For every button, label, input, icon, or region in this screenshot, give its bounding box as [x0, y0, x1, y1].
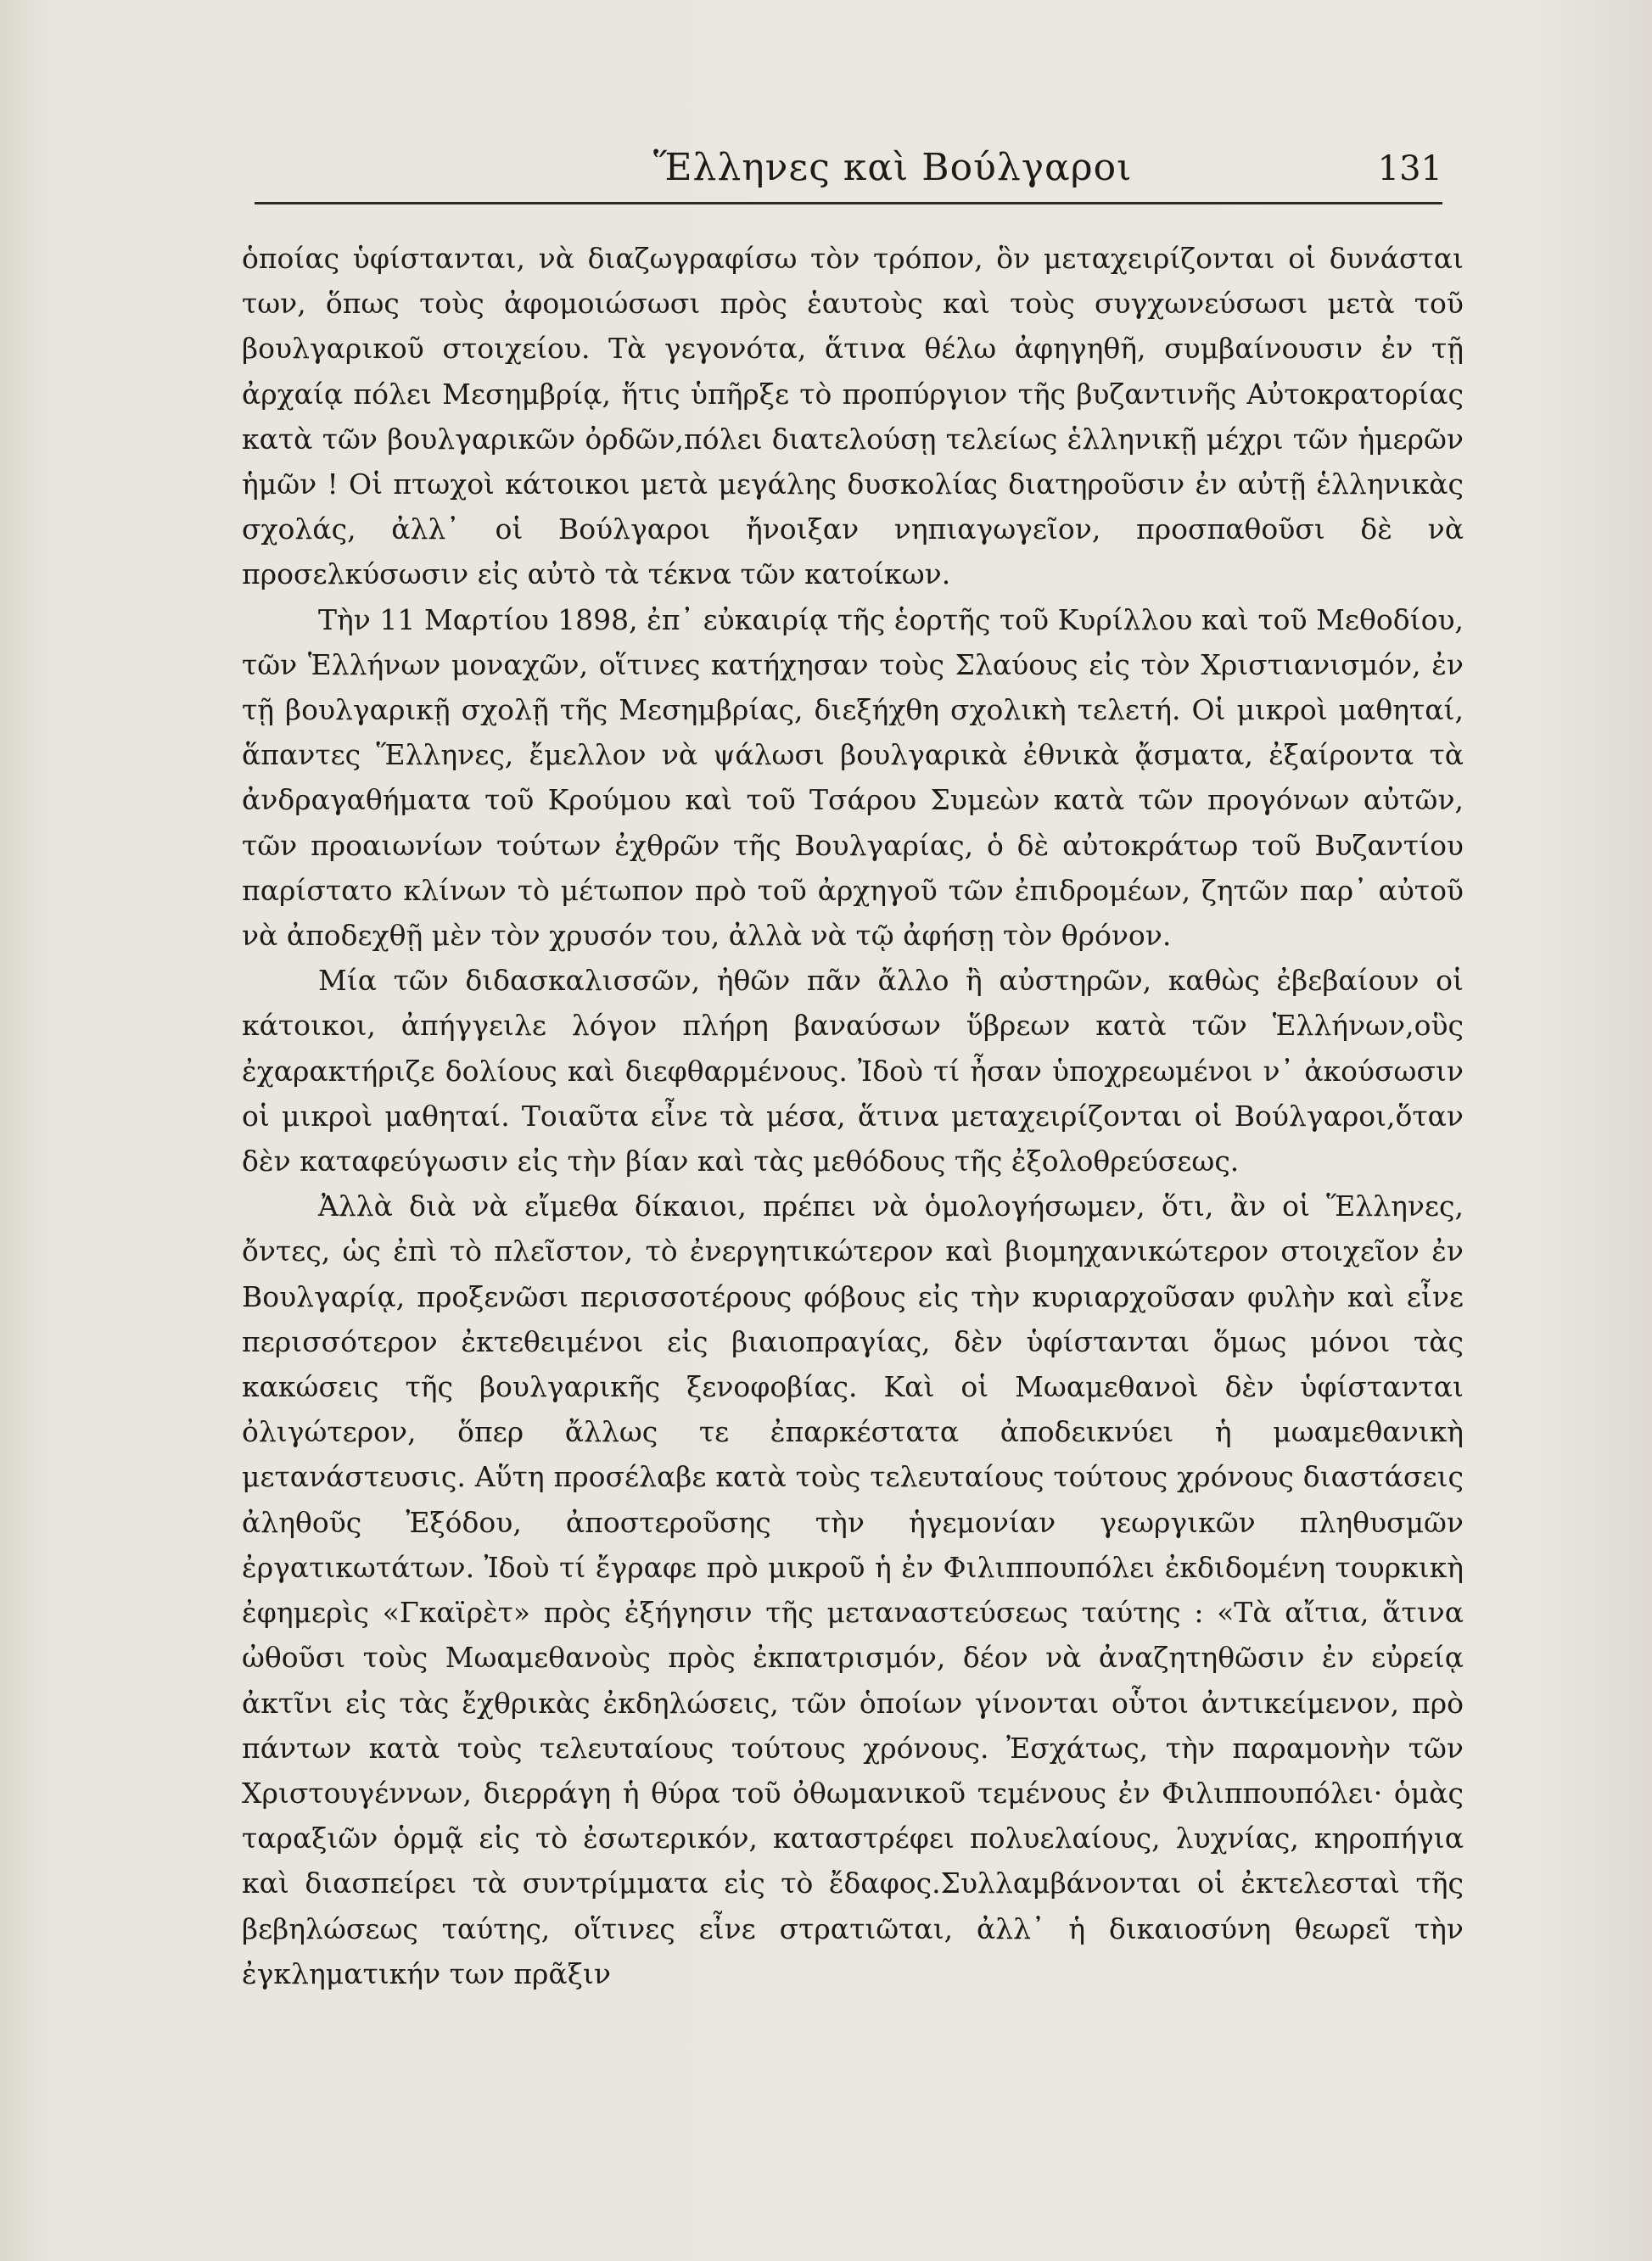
paragraph-3: Μία τῶν διδασκαλισσῶν, ἠθῶν πᾶν ἄλλο ἢ αὐστηρῶν, καθὼς ἐβεβαίουν οἱ κάτοικοι, ἀπήγγειλε λόγον πλήρη βαναύσων ὕβρεων κατὰ τῶν Ἑλλήνων,οὓς ἐχαρακτήριζε δολίους καὶ διεφθαρμένους. Ἰδοὺ τί ἦσαν ὑποχρεωμένοι ν᾽ ἀκούσωσιν οἱ μικροὶ μαθηταί. Τοιαῦτα εἶνε τὰ μέσα, ἅτινα μεταχειρίζονται οἱ Βούλγαροι,ὅταν δὲν καταφεύγωσιν εἰς τὴν βίαν καὶ τὰς μεθόδους τῆς ἐξολοθρεύσεως. [242, 964, 1464, 1178]
body-text [242, 236, 1464, 1996]
running-title: Ἕλληνες καὶ Βούλγαροι [653, 146, 1133, 189]
page-number: 131 [1377, 149, 1442, 188]
paragraph-1: ὁποίας ὑφίστανται, νὰ διαζωγραφίσω τὸν τρόπον, ὃν μεταχειρίζονται οἱ δυνάσται των, ὅπως τοὺς ἀφομοιώσωσι πρὸς ἑαυτοὺς καὶ τοὺς συγχωνεύσωσι μετὰ τοῦ βουλγαρικοῦ στοιχείου. Τὰ γεγονότα, ἅτινα θέλω ἀφηγηθῆ, συμβαίνουσιν ἐν τῇ ἀρχαίᾳ πόλει Μεσημβρίᾳ, ἥτις ὑπῆρξε τὸ προπύργιον τῆς βυζαντινῆς Αὐτοκρατορίας κατὰ τῶν βουλγαρικῶν ὀρδῶν,πόλει διατελούσῃ τελείως ἑλληνικῇ μέχρι τῶν ἡμερῶν ἡμῶν ! Οἱ πτωχοὶ κάτοικοι μετὰ μεγάλης δυσκολίας διατηροῦσιν ἐν αὐτῇ ἑλληνικὰς σχολάς, ἀλλ᾽ οἱ Βούλγαροι ἤνοιξαν νηπιαγωγεῖον, προσπαθοῦσι δὲ νὰ προσελκύσωσιν εἰς αὐτὸ τὰ τέκνα τῶν κατοίκων. [242, 242, 1464, 591]
running-header [255, 146, 1442, 197]
header-rule [255, 202, 1442, 204]
paragraph-2: Τὴν 11 Μαρτίου 1898, ἐπ᾽ εὐκαιρίᾳ τῆς ἑορτῆς τοῦ Κυρίλλου καὶ τοῦ Μεθοδίου, τῶν Ἑλλήνων μοναχῶν, οἵτινες κατήχησαν τοὺς Σλαύους εἰς τὸν Χριστιανισμόν, ἐν τῇ βουλγαρικῇ σχολῇ τῆς Μεσημβρίας, διεξήχθη σχολικὴ τελετή. Οἱ μικροὶ μαθηταί, ἅπαντες Ἕλληνες, ἔμελλον νὰ ψάλωσι βουλγαρικὰ ἐθνικὰ ᾄσματα, ἐξαίροντα τὰ ἀνδραγαθήματα τοῦ Κρούμου καὶ τοῦ Τσάρου Συμεὼν κατὰ τῶν προγόνων αὐτῶν, τῶν προαιωνίων τούτων ἐχθρῶν τῆς Βουλγαρίας, ὁ δὲ αὐτοκράτωρ τοῦ Βυζαντίου παρίστατο κλίνων τὸ μέτωπον πρὸ τοῦ ἀρχηγοῦ τῶν ἐπιδρομέων, ζητῶν παρ᾽ αὐτοῦ νὰ ἀποδεχθῇ μὲν τὸν χρυσόν του, ἀλλὰ νὰ τῷ ἀφήσῃ τὸν θρόνον. [242, 602, 1464, 953]
paragraph-4: Ἀλλὰ διὰ νὰ εἴμεθα δίκαιοι, πρέπει νὰ ὁμολογήσωμεν, ὅτι, ἂν οἱ Ἕλληνες, ὄντες, ὡς ἐπὶ τὸ πλεῖστον, τὸ ἐνεργητικώτερον καὶ βιομηχανικώτερον στοιχεῖον ἐν Βουλγαρίᾳ, προξενῶσι περισσοτέρους φόβους εἰς τὴν κυριαρχοῦσαν φυλὴν καὶ εἶνε περισσότερον ἐκτεθειμένοι εἰς βιαιοπραγίας, δὲν ὑφίστανται ὅμως μόνοι τὰς κακώσεις τῆς βουλγαρικῆς ξενοφοβίας. Καὶ οἱ Μωαμεθανοὶ δὲν ὑφίστανται ὀλιγώτερον, ὅπερ ἄλλως τε ἐπαρκέστατα ἀποδεικνύει ἡ μωαμεθανικὴ μετανάστευσις. Αὕτη προσέλαβε κατὰ τοὺς τελευταίους τούτους χρόνους διαστάσεις ἀληθοῦς Ἐξόδου, ἀποστεροῦσης τὴν ἡγεμονίαν γεωργικῶν πληθυσμῶν ἐργατικωτάτων. Ἰδοὺ τί ἔγραφε πρὸ μικροῦ ἡ ἐν Φιλιππουπόλει ἐκδιδομένη τουρκικὴ ἐφημερὶς «Γκαϊρὲτ» πρὸς ἐξήγησιν τῆς μεταναστεύσεως ταύτης : «Τὰ αἴτια, ἅτινα ὠθοῦσι τοὺς Μωαμεθανοὺς πρὸς ἐκπατρισμόν, δέον νὰ ἀναζητηθῶσιν ἐν εὐρείᾳ ἀκτῖνι εἰς τὰς ἔχθρικὰς ἐκδηλώσεις, τῶν ὁποίων γίνονται οὗτοι ἀντικείμενον, πρὸ πάντων κατὰ τοὺς τελευταίους τούτους χρόνους. Ἐσχάτως, τὴν παραμονὴν τῶν Χριστουγέννων, διερράγη ἡ θύρα τοῦ ὀθωμανικοῦ τεμένους ἐν Φιλιππουπόλει· ὁμὰς ταραξιῶν ὁρμᾷ εἰς τὸ ἐσωτερικόν, καταστρέφει πολυελαίους, λυχνίας, κηροπήγια καὶ διασπείρει τὰ συντρίμματα εἰς τὸ ἔδαφος.Συλλαμβάνονται οἱ ἐκτελεσταὶ τῆς βεβηλώσεως ταύτης, οἵτινες εἶνε στρατιῶται, ἀλλ᾽ ἡ δικαιοσύνη θεωρεῖ τὴν ἐγκληματικήν των πρᾶξιν [242, 1189, 1464, 1990]
